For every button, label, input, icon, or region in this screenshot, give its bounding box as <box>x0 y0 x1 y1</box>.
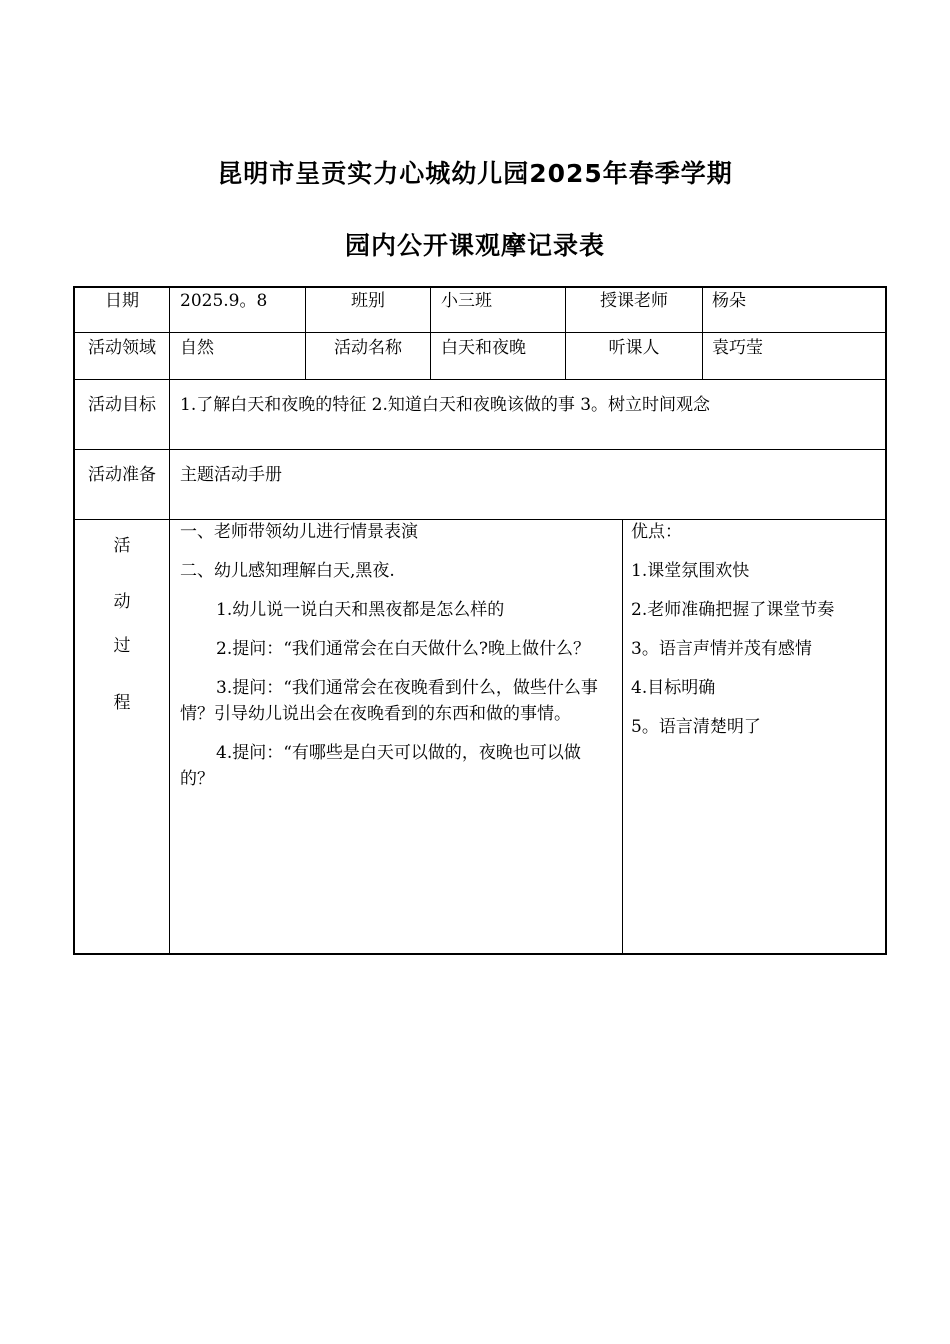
column-divider <box>622 519 623 955</box>
prep-label: 活动准备 <box>88 465 156 485</box>
domain-label: 活动领域 <box>88 338 156 358</box>
table-border-right <box>885 286 887 955</box>
prep-value: 主题活动手册 <box>180 465 282 485</box>
process-label-char: 动 <box>113 592 131 612</box>
column-divider <box>702 286 703 379</box>
document-title: 昆明市呈贡实力心城幼儿园2025年春季学期 <box>217 159 733 188</box>
domain-value: 自然 <box>180 338 214 358</box>
class-value: 小三班 <box>441 291 492 311</box>
step-item: 4.提问：“有哪些是白天可以做的，夜晚也可以做的？ <box>180 743 581 789</box>
table-border-left <box>73 286 75 955</box>
merits-title: 优点： <box>631 522 682 542</box>
merit-item: 4.目标明确 <box>631 678 716 698</box>
activity-name-label: 活动名称 <box>334 338 402 358</box>
document-subtitle: 园内公开课观摩记录表 <box>344 231 605 260</box>
listener-label: 听课人 <box>608 338 660 358</box>
step-item: 二、幼儿感知理解白天,黑夜. <box>180 561 395 581</box>
teacher-value: 杨朵 <box>712 291 746 311</box>
step-item: 1.幼儿说一说白天和黑夜都是怎么样的 <box>216 600 505 620</box>
goal-label: 活动目标 <box>88 395 156 415</box>
merit-item: 5。语言清楚明了 <box>631 717 761 737</box>
observation-record-table <box>73 286 887 955</box>
activity-name-value: 白天和夜晚 <box>441 338 526 358</box>
goal-value: 1.了解白天和夜晚的特征 2.知道白天和夜晚该做的事 3。树立时间观念 <box>180 395 711 415</box>
row-divider <box>73 449 887 450</box>
process-label-char: 程 <box>113 693 131 713</box>
process-steps <box>180 519 612 792</box>
class-label: 班别 <box>351 291 385 311</box>
merit-item: 1.课堂氛围欢快 <box>631 561 750 581</box>
merits-section <box>631 519 881 740</box>
column-divider <box>430 286 431 379</box>
step-item: 一、老师带领幼儿进行情景表演 <box>180 522 418 542</box>
process-label-char: 过 <box>113 636 131 656</box>
row-divider <box>73 332 887 333</box>
teacher-label: 授课老师 <box>600 291 668 311</box>
step-item: 2.提问：“我们通常会在白天做什么?晚上做什么？ <box>216 639 591 659</box>
date-value: 2025.9。8 <box>180 291 268 311</box>
merit-item: 3。语言声情并茂有感情 <box>631 639 812 659</box>
process-label-char: 活 <box>113 536 131 556</box>
merit-item: 2.老师准确把握了课堂节奏 <box>631 600 835 620</box>
row-divider <box>73 379 887 380</box>
step-item: 3.提问：“我们通常会在夜晚看到什么，做些什么事情？引导幼儿说出会在夜晚看到的东西和做的事情。 <box>180 678 598 724</box>
listener-value: 袁巧莹 <box>712 338 763 358</box>
column-divider <box>169 286 170 955</box>
date-label: 日期 <box>105 291 139 311</box>
table-border-bottom <box>73 953 887 955</box>
